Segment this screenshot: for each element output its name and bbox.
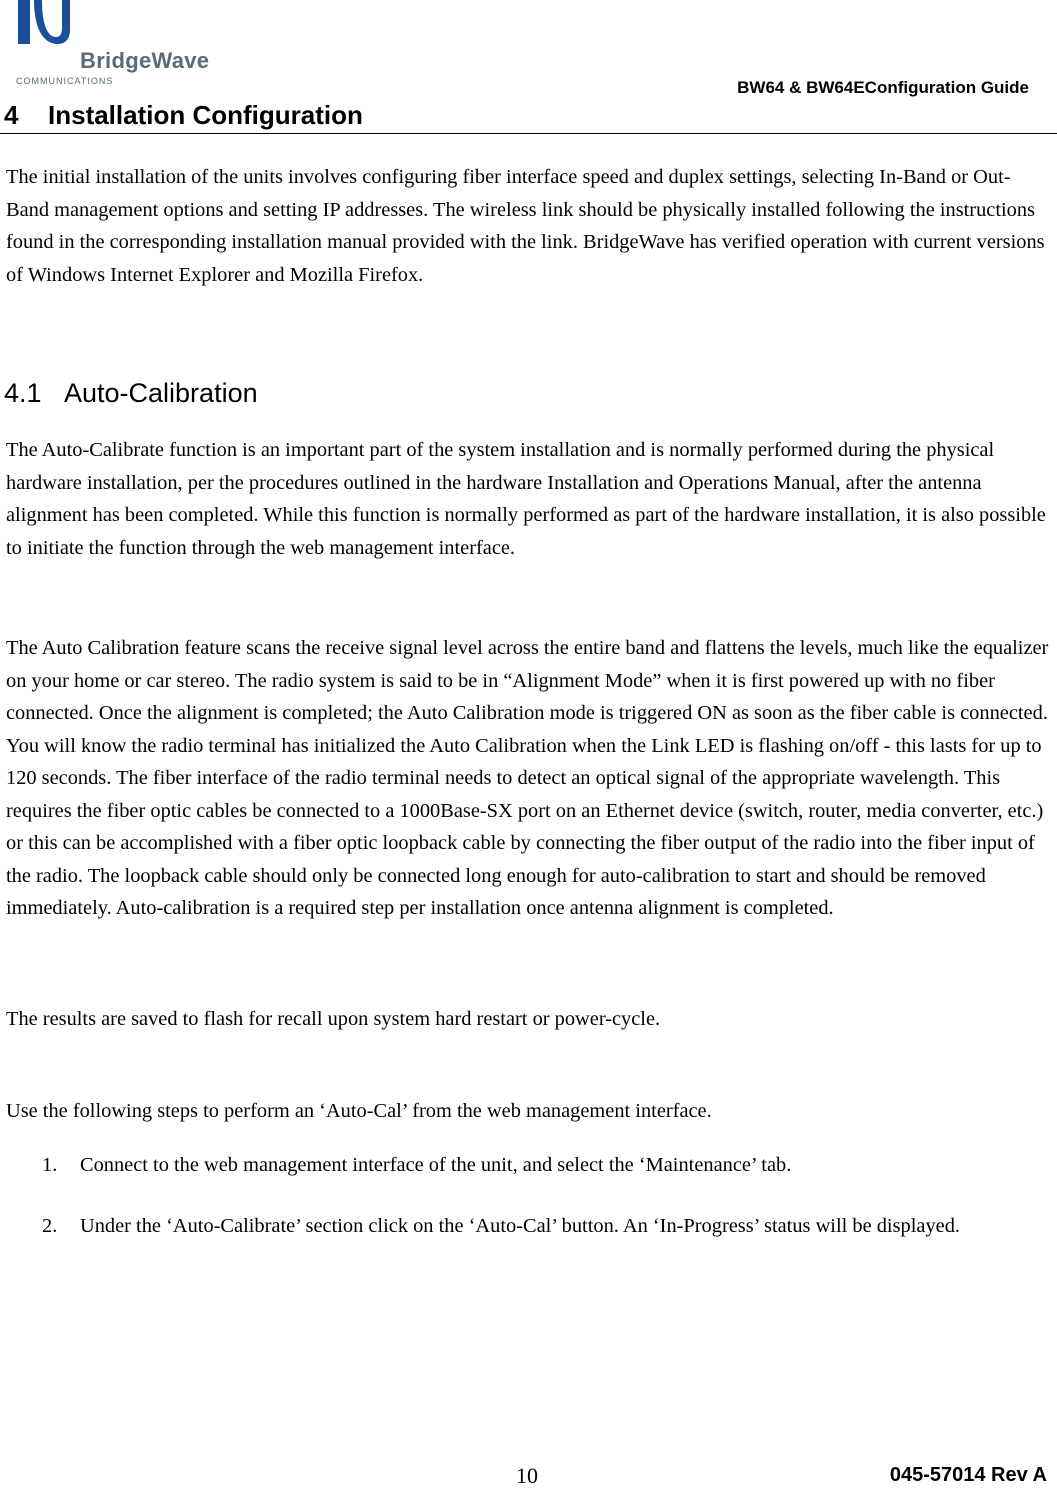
section-title: Installation Configuration [48,100,363,130]
document-title: BW64 & BW64EConfiguration Guide [737,78,1029,97]
section-heading [4,100,363,131]
page-number: 10 [516,1463,538,1488]
subsection-number: 4.1 [4,378,42,408]
step-text: Connect to the web management interface of the unit, and select the ‘Maintenance’ tab. [80,1154,792,1176]
step-number: 1. [42,1154,58,1176]
step-text: Under the ‘Auto-Calibrate’ section click on the ‘Auto-Cal’ button. An ‘In-Progress’ status will be displayed. [80,1215,960,1237]
paragraph-auto-calibration-feature: The Auto Calibration feature scans the receive signal level across the entire band and flattens the levels, much like the equalizer on your home or car stereo. The radio system is said to be in “Alignment Mode” when it is first powered up with no fiber connected. Once the alignment is completed; the Auto Calibration mode is triggered ON as soon as the fiber cable is connected. You will know the radio terminal has initialized the Auto Calibration when the Link LED is flashing on/off - this lasts for up to 120 seconds. The fiber interface of the radio terminal needs to detect an optical signal of the appropriate wavelength. This requires the fiber optic cables be connected to a 1000Base-SX port on an Ethernet device (switch, router, media converter, etc.) or this can be accomplished with a fiber optic loopback cable by connecting the fiber output of the radio into the fiber input of the radio. The loopback cable should only be connected long enough for auto-calibration to start and should be removed immediately. Auto-calibration is a required step per installation once antenna alignment is completed. [6,637,1049,919]
paragraph-auto-calibrate: The Auto-Calibrate function is an important part of the system installation and is normally performed during the physical hardware installation, per the procedures outlined in the hardware Installation and Operations Manual, after the antenna alignment has been completed. While this function is normally performed as part of the hardware installation, it is also possible to initiate the function through the web management interface. [6,439,1046,559]
subsection-heading [4,378,258,409]
heading-rule [0,133,1057,134]
logo-subtitle: COMMUNICATIONS [16,76,114,86]
section-number: 4 [4,100,19,130]
bridgewave-emblem-icon [14,0,74,52]
bridgewave-logo [14,0,214,88]
paragraph-steps-intro: Use the following steps to perform an ‘Auto-Cal’ from the web management interface. [6,1100,712,1122]
step-number: 2. [42,1215,58,1237]
paragraph-results: The results are saved to flash for recall upon system hard restart or power-cycle. [6,1008,661,1030]
subsection-title: Auto-Calibration [64,378,258,408]
logo-wordmark: BridgeWave [80,48,210,73]
document-revision: 045-57014 Rev A [889,1464,1047,1486]
intro-paragraph: The initial installation of the units involves configuring fiber interface speed and duplex settings, selecting In-Band or Out-Band management options and setting IP addresses. The wireless link should be physically installed following the instructions found in the corresponding installation manual provided with the link. BridgeWave has verified operation with current versions of Windows Internet Explorer and Mozilla Firefox. [6,166,1045,286]
